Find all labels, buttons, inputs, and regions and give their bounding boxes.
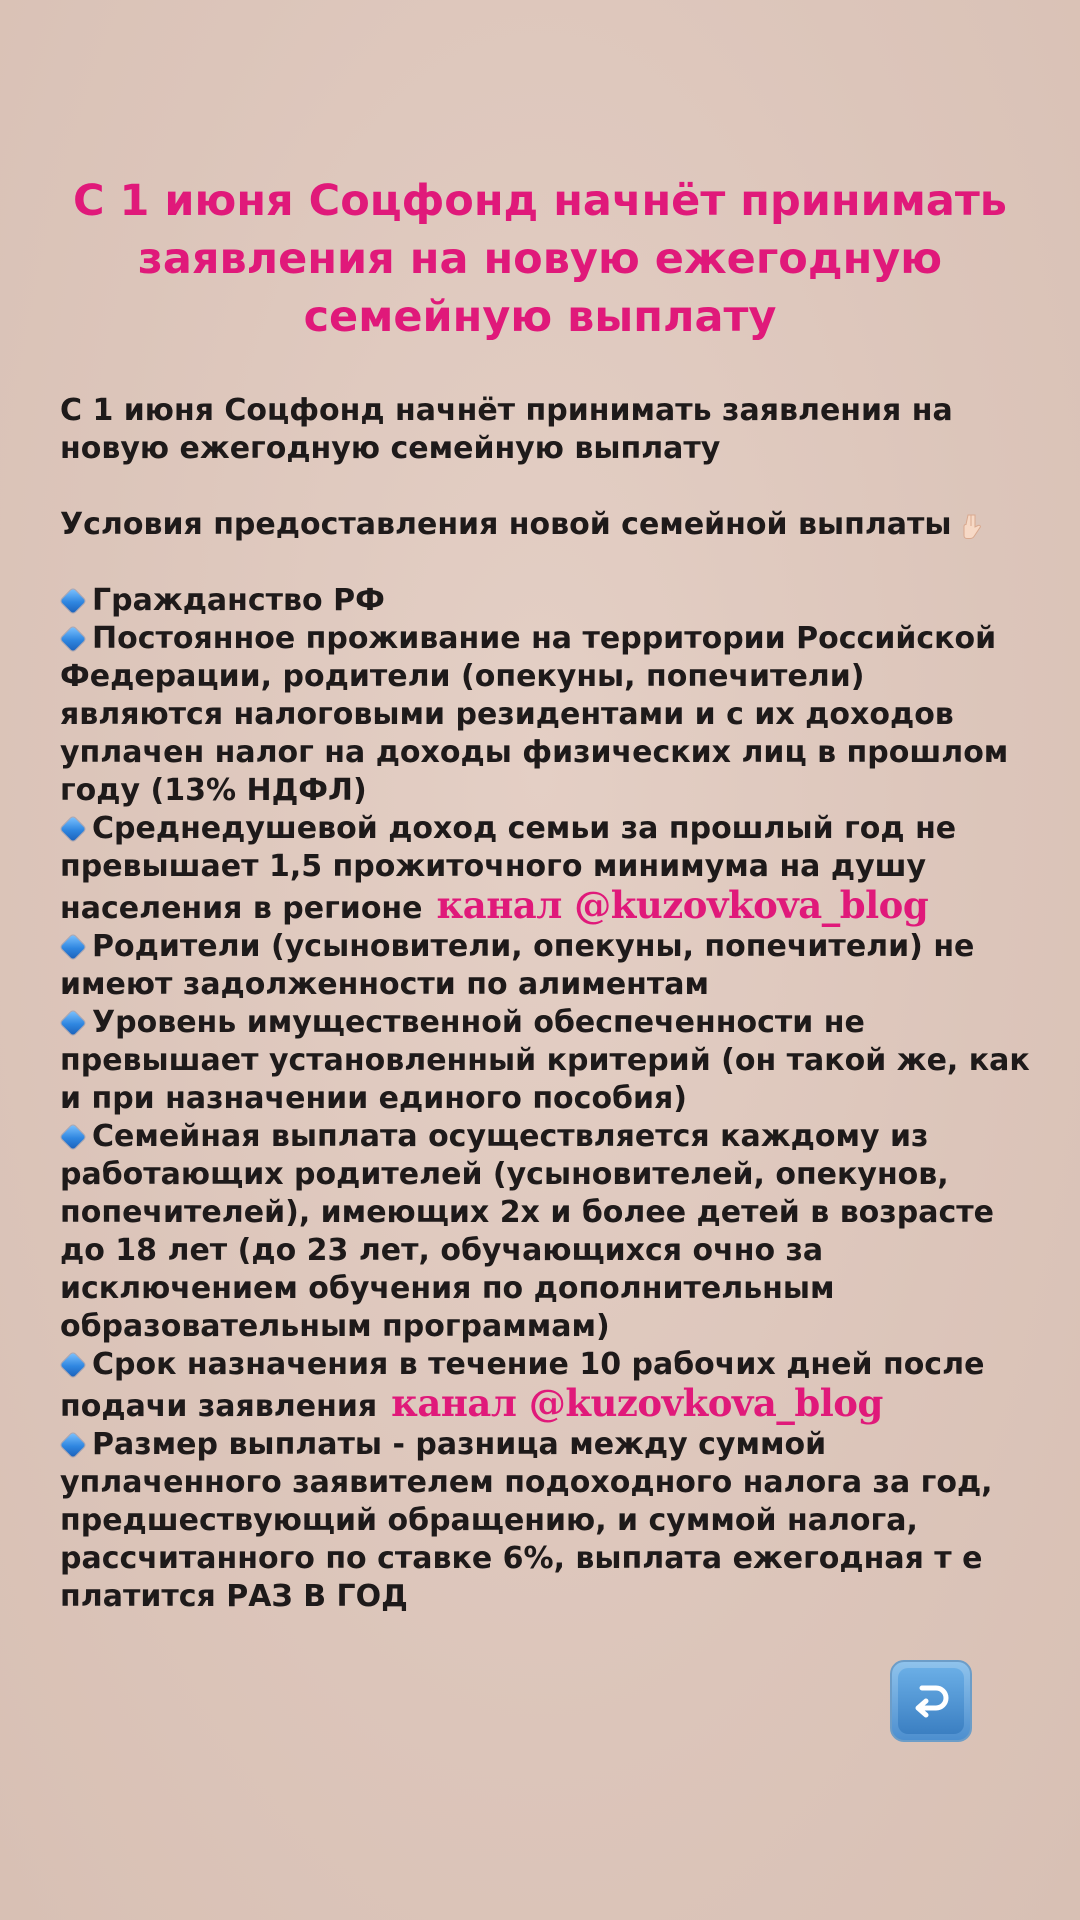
intro-text: С 1 июня Соцфонд начнёт принимать заявления на новую ежегодную семейную выплату [60, 393, 953, 466]
condition-item [60, 582, 1035, 620]
small-blue-diamond-icon [60, 1010, 85, 1035]
condition-item [60, 1118, 1035, 1346]
small-blue-diamond-icon [60, 1432, 85, 1457]
small-blue-diamond-icon [60, 1352, 85, 1377]
share-button[interactable] [890, 1660, 972, 1742]
condition-text: Срок назначения в течение 10 рабочих дней после подачи заявления [60, 1347, 985, 1424]
condition-item [60, 620, 1035, 810]
small-blue-diamond-icon [60, 1124, 85, 1149]
condition-text: Родители (усыновители, опекуны, попечители) не имеют задолженности по алиментам [60, 929, 975, 1002]
conditions-heading [60, 506, 1035, 544]
condition-text: Гражданство РФ [92, 583, 385, 618]
condition-text: Постоянное проживание на территории Российской Федерации, родители (опекуны, попечители) являются налоговыми резидентами и с их доходов уплачен налог на доходы физических лиц в прошлом году (13% НДФЛ) [60, 621, 1009, 808]
condition-item [60, 1004, 1035, 1118]
condition-item [60, 928, 1035, 1004]
condition-item [60, 1426, 1035, 1616]
condition-text: Размер выплаты - разница между суммой уплаченного заявителем подоходного налога за год, предшествующий обращению, и суммой налога, рассчитанного по ставке 6%, выплата ежегодная т е платится РАЗ В ГОД [60, 1427, 993, 1614]
story-body [60, 392, 1035, 1616]
condition-item [60, 810, 1035, 928]
small-blue-diamond-icon [60, 816, 85, 841]
condition-text: Уровень имущественной обеспеченности не превышает установленный критерий (он такой же, как и при назначении единого пособия) [60, 1005, 1030, 1116]
channel-watermark: канал @kuzovkova_blog [391, 1381, 883, 1425]
conditions-heading-text: Условия предоставления новой семейной выплаты [60, 507, 952, 542]
channel-watermark: канал @kuzovkova_blog [436, 883, 929, 927]
right-arrow-curving-left-icon [898, 1668, 964, 1734]
paragraph-spacer [60, 544, 1035, 582]
backhand-index-pointing-down-icon [958, 511, 988, 541]
paragraph-spacer [60, 468, 1035, 506]
small-blue-diamond-icon [60, 588, 85, 613]
story-headline: С 1 июня Соцфонд начнёт принимать заявления на новую ежегодную семейную выплату [73, 176, 1007, 342]
small-blue-diamond-icon [60, 934, 85, 959]
condition-item [60, 1346, 1035, 1426]
condition-text: Среднедушевой доход семьи за прошлый год не превышает 1,5 прожиточного минимума на душу населения в регионе [60, 811, 957, 926]
condition-text: Семейная выплата осуществляется каждому из работающих родителей (усыновителей, опекунов, попечителей), имеющих 2х и более детей в возрасте до 18 лет (до 23 лет, обучающихся очно за исключением обучения по дополнительным образовательным программам) [60, 1119, 994, 1344]
small-blue-diamond-icon [60, 626, 85, 651]
